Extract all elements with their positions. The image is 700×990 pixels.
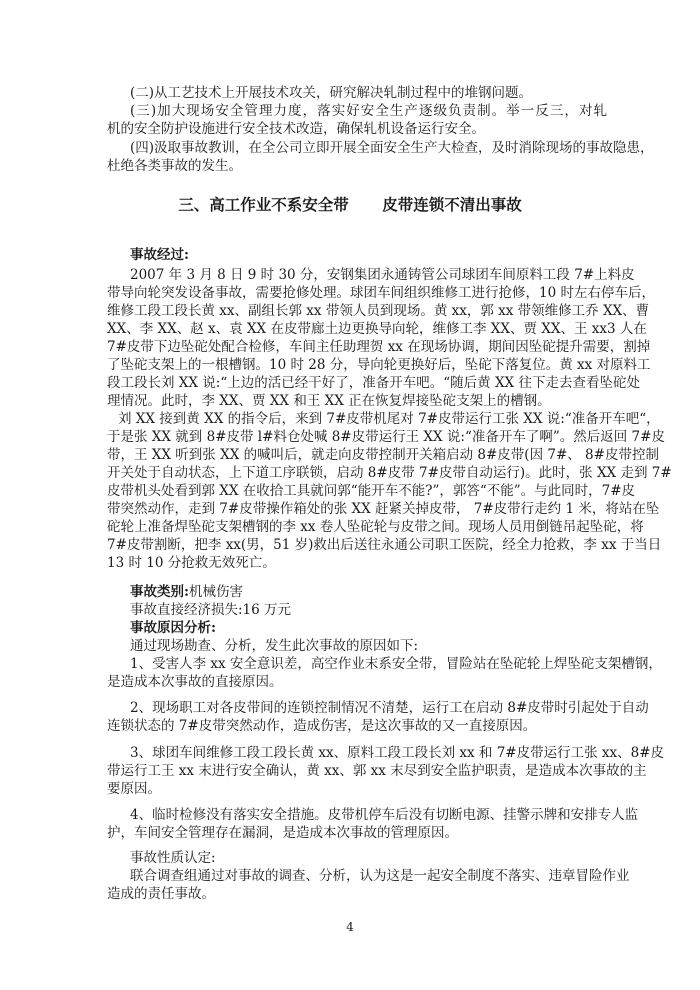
nature-line: 造成的责任事故。 — [107, 886, 215, 902]
process-line: 刘 XX 接到黄 XX 的指令后，来到 7#皮带机尾对 7#皮带运行工张 XX 说:“准备开车吧“， — [118, 411, 660, 427]
category-line — [130, 583, 607, 601]
nature-heading: 事故性质认定: — [130, 850, 216, 866]
measure-line: 机的安全防护设施进行安全技术改造，确保轧机设备运行安全。 — [107, 121, 485, 137]
process-line: 于是张 XX 就到 8#皮带 l#料仓处喊 8#皮带运行王 XX 说:“准备开车了啊”。然后返回 7#皮 — [107, 429, 665, 445]
process-line: 开关处于自动状态，上下道工序联锁，启动 8#皮带 7#皮带自动运行)。此时，张 XX 走到 7# — [107, 465, 672, 481]
cause-line: 连锁状态的 7#皮带突然动作，造成伤害，是这次事故的又一直接原因。 — [107, 718, 537, 734]
cause-intro: 通过现场勘查、分析，发生此次事故的原因如下: — [130, 638, 419, 654]
cause-line: 1、受害人李 xx 安全意识差，高空作业末系安全带，冒险站在坠砣轮上焊坠砣支架槽钢， — [130, 656, 662, 672]
cause-heading — [130, 619, 607, 637]
process-line: 13 时 10 分抢救无效死亡。 — [107, 555, 276, 571]
category-label: 事故类别: — [130, 584, 189, 600]
process-line: 维修工段工段长黄 xx、副组长郭 xx 带领人员到现场。黄 xx，郭 xx 带领维修工乔 XX、曹 — [107, 303, 650, 319]
cause-line: 2、现场职工对各皮带间的连锁控制情况不清楚，运行工在启动 8#皮带时引起处于自动 — [130, 700, 649, 716]
process-line: 了坠砣支架上的一根槽钢。10 时 28 分，导向轮更换好后，坠砣下落复位。黄 xx 对原料工 — [107, 357, 651, 373]
process-line: 2007 年 3 月 8 日 9 时 30 分，安钢集团永通铸管公司球团车间原料工段 7#上料皮 — [130, 267, 635, 283]
measure-line: (二)从工艺技术上开展技术攻关，研究解决轧制过程中的堆钢问题。 — [130, 85, 533, 101]
process-line: 7#皮带下边坠砣处配合检修，车间主任助理贺 xx 在现场协调，期间因坠砣提升需要，割掉 — [107, 339, 651, 355]
nature-line: 联合调查组通过对事故的调查、分析，认为这是一起安全制度不落实、违章冒险作业 — [130, 868, 630, 884]
measure-line: 杜绝各类事故的发生。 — [107, 158, 242, 174]
section-title-part2: 皮带连锁不清出事故 — [382, 195, 522, 214]
cause-line: 4、临时检修没有落实安全措施。皮带机停车后没有切断电源、挂警示牌和安排专人监 — [130, 807, 639, 823]
section-title-part1: 三、高工作业不系安全带 — [178, 195, 349, 214]
process-line: 带导向轮突发设备事故，需要抢修处理。球团车间组织维修工进行抢修，10 时左右停车后， — [107, 285, 655, 301]
process-line: 砣轮上准备焊坠砣支架槽钢的李 xx 卷人坠砣轮与皮带之间。现场人员用倒链吊起坠砣，将 — [107, 519, 644, 535]
measure-line: (三)加大现场安全管理力度，落实好安全生产逐级负责制。举一反三，对轧 — [130, 103, 607, 119]
measure-line: (四)汲取事故教训，在全公司立即开展全面安全生产大检查，及时消除现场的事故隐患， — [130, 140, 654, 156]
cause-line: 护，车间安全管理存在漏洞，是造成本次事故的管理原因。 — [107, 825, 458, 841]
process-line: 带，王 XX 听到张 XX 的喊叫后，就走向皮带控制开关箱启动 8#皮带(因 7#、 8#皮带控制 — [107, 447, 659, 463]
cause-line: 带运行工王 xx 末进行安全确认，黄 xx、郭 xx 末尽到安全监护职责，是造成本次事故的主 — [107, 763, 647, 779]
category-value: 机械伤害 — [188, 584, 243, 600]
process-line: 7#皮带割断，把李 xx(男，51 岁)救出后送往永通公司职工医院，经全力抢救，李 xx 于当日 — [107, 537, 662, 553]
cause-line: 3、球团车间维修工段工段长黄 xx、原料工段工段长刘 xx 和 7#皮带运行工张 xx、8#皮 — [130, 745, 665, 761]
section-title — [0, 195, 700, 215]
cause-line: 是造成本次事故的直接原因。 — [107, 674, 283, 690]
process-line: 皮带机头处看到郭 XX 在收拾工具就问郭“能开车不能?”，郭答“不能”。与此同时，7#皮 — [107, 483, 636, 499]
loss-line: 事故直接经济损失:16 万元 — [130, 602, 292, 618]
process-line: 段工段长刘 XX 说:“上边的活已经干好了，准备开车吧。“随后黄 XX 往下走去查看坠砣处 — [107, 375, 640, 391]
process-heading — [130, 246, 607, 264]
process-line: XX、李 XX、赵 x、袁 XX 在皮带廊土边更换导向轮，维修工李 XX、贾 XX、王 xx3 人在 — [107, 321, 647, 337]
heading-text: 事故经过: — [130, 247, 189, 263]
process-line: 理情况。此时，李 XX、贾 XX 和王 XX 正在恢复焊接坠砣支架上的槽钢。 — [107, 393, 551, 409]
cause-line: 要原因。 — [107, 781, 161, 797]
heading-text: 事故原因分析: — [130, 620, 216, 636]
process-line: 带突然动作，走到 7#皮带操作箱处的张 XX 赶紧关掉皮带， 7#皮带行走约 1 米，将站在坠 — [107, 501, 660, 517]
page-number: 4 — [346, 920, 354, 934]
